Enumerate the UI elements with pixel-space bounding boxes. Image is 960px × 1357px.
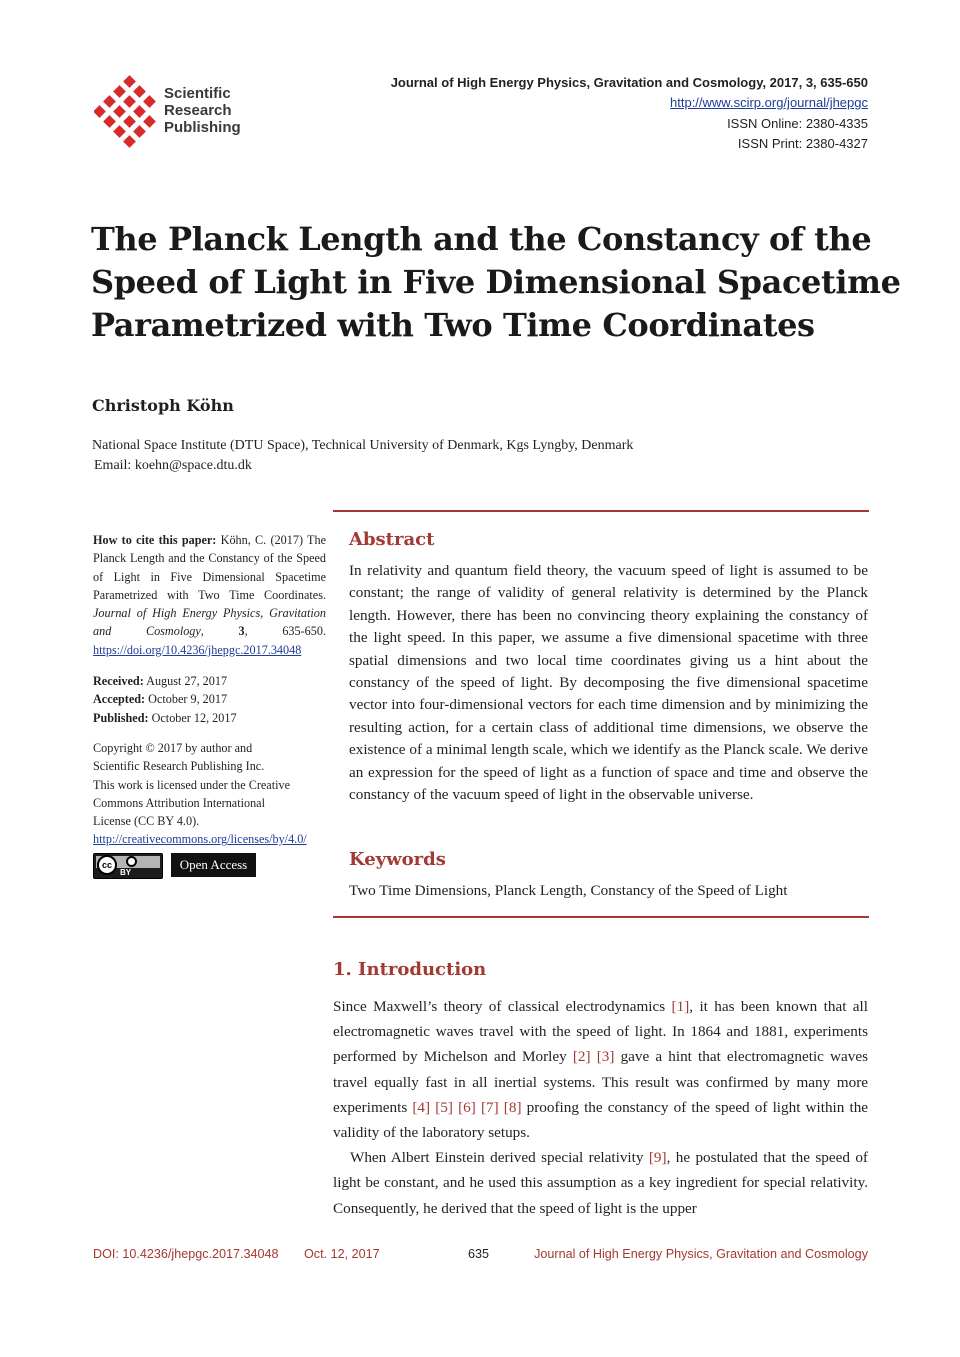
footer-date: Oct. 12, 2017 — [304, 1247, 380, 1261]
page-footer — [93, 1246, 868, 1264]
reference-link[interactable]: [3] — [596, 1048, 615, 1066]
paragraph — [333, 1145, 868, 1221]
issn-online: ISSN Online: 2380-4335 — [727, 116, 868, 131]
reference-link[interactable]: [4] — [412, 1098, 431, 1116]
reference-link[interactable]: [2] — [572, 1048, 591, 1066]
citation-block — [93, 531, 326, 659]
keywords-text: Two Time Dimensions, Planck Length, Constancy of the Speed of Light — [349, 882, 788, 899]
reference-link[interactable]: [6] — [458, 1098, 476, 1116]
copyright-line: Scientific Research Publishing Inc. — [93, 759, 265, 774]
reference-link[interactable]: [7] — [480, 1098, 499, 1116]
title-line-1: The Planck Length and the Constancy of the — [91, 220, 872, 258]
cite-pages: , 635-650. — [244, 624, 326, 639]
dates-block — [93, 672, 326, 727]
title-line-3: Parametrized with Two Time Coordinates — [91, 306, 815, 344]
title-line-2: Speed of Light in Five Dimensional Spacetime — [91, 263, 901, 301]
reference-link[interactable]: [9] — [648, 1149, 667, 1167]
logo-word-2: Research — [164, 102, 232, 119]
footer-journal: Journal of High Energy Physics, Gravitation and Cosmology — [534, 1247, 868, 1261]
copyright-line: This work is licensed under the Creative — [93, 777, 290, 792]
text-run: proofing the constancy of the speed of light within the validity of the laboratory setups. — [333, 1098, 869, 1142]
logo-word-1: Scientific — [164, 85, 231, 102]
text-run: , it has been known that all electromagnetic waves travel with the speed of light. In 1864 and 1881, experiments performed by Michelson and Morley — [333, 998, 868, 1066]
cite-journal: Journal of High Energy Physics, Gravitation and Cosmology — [93, 606, 326, 639]
cite-volume: 3 — [238, 624, 245, 639]
published-date: October 12, 2017 — [151, 710, 237, 725]
abstract-bottom-rule — [333, 916, 869, 918]
cite-text: Köhn, C. (2017) The Planck Length and the Constancy of the Speed of Light in Five Dimensional Spacetime Parametrized with Two Time Coordinates. — [93, 533, 326, 602]
received-date: August 27, 2017 — [146, 674, 228, 689]
journal-citation: Journal of High Energy Physics, Gravitation and Cosmology, 2017, 3, 635-650 — [390, 75, 868, 90]
paragraph — [333, 994, 868, 1145]
abstract-text: In relativity and quantum field theory, the vacuum speed of light is assumed to be constant; the range of validity of general relativity is determined by the Planck length. However, there has been no convincing theory explaining the constancy of the light speed. In this paper, we assume a five dimensional spacetime with three spatial dimensions and two local time coordinates giving us a hint about the constancy of the speed of light. By decomposing the five dimensional spacetime vector into four-dimensional vectors for each time dimension and by minimizing the resulting action, for a certain class of additional time dimensions, we observe the existence of a minimal length scale, which we identify as the Planck scale. We derive an expression for the speed of light as a function of space and time and observe the constancy of the vacuum speed of light in the observable universe. — [349, 562, 868, 804]
cc-icon: cc — [97, 855, 117, 875]
logo-word-3: Publishing — [164, 119, 241, 136]
footer-doi: DOI: 10.4236/jhepgc.2017.34048 — [93, 1247, 279, 1261]
accepted-label: Accepted: — [93, 692, 146, 707]
copyright-line: License (CC BY 4.0). — [93, 814, 200, 829]
cite-label: How to cite this paper: — [93, 533, 217, 547]
copyright-line: Copyright © 2017 by author and — [93, 740, 253, 755]
text-run: gave a hint that electromagnetic waves travel equally fast in all inertial systems. This result was confirmed by many more experiments — [333, 1048, 868, 1116]
author-affiliation: National Space Institute (DTU Space), Technical University of Denmark, Kgs Lyngby, Denmark — [92, 438, 634, 453]
introduction-heading: 1. Introduction — [333, 959, 487, 980]
author-email: Email: koehn@space.dtu.dk — [94, 458, 252, 473]
body-text — [333, 994, 868, 1221]
copyright-line: Commons Attribution International — [93, 795, 265, 810]
open-access-badge: Open Access — [171, 853, 256, 877]
abstract-heading: Abstract — [349, 529, 435, 550]
attribution-icon — [126, 856, 137, 867]
cc-by-badge[interactable] — [93, 853, 163, 879]
text-run: , he postulated that the speed of light be constant, and he used this assumption as a key ingredient for special relativity. Consequently, he derived that the speed of light is the upper — [333, 1149, 868, 1217]
cite-separator: , — [200, 624, 239, 639]
publisher-logo — [94, 74, 254, 148]
cite-doi-link[interactable]: https://doi.org/10.4236/jhepgc.2017.34048 — [93, 642, 302, 657]
author-name: Christoph Köhn — [92, 396, 234, 415]
paper-title — [91, 218, 901, 347]
journal-url-link[interactable]: http://www.scirp.org/journal/jhepgc — [670, 95, 868, 110]
text-run: Since Maxwell’s theory of classical electrodynamics — [333, 998, 672, 1015]
license-badges — [93, 853, 326, 879]
abstract-top-rule — [333, 510, 869, 512]
cc-by-label: BY — [120, 867, 132, 877]
publisher-logo-mark — [94, 74, 160, 148]
reference-link[interactable]: [8] — [503, 1098, 522, 1116]
sidebar — [93, 531, 326, 879]
issn-print: ISSN Print: 2380-4327 — [737, 136, 868, 151]
accepted-date: October 9, 2017 — [148, 692, 228, 707]
license-link[interactable]: http://creativecommons.org/licenses/by/4.0/ — [93, 832, 307, 847]
published-label: Published: — [93, 710, 149, 725]
text-run: When Albert Einstein derived special relativity — [350, 1149, 649, 1167]
keywords-heading: Keywords — [349, 849, 446, 870]
reference-link[interactable]: [1] — [671, 998, 690, 1015]
reference-link[interactable]: [5] — [435, 1098, 453, 1116]
copyright-block — [93, 739, 326, 849]
page-number: 635 — [468, 1247, 490, 1261]
received-label: Received: — [93, 674, 144, 689]
